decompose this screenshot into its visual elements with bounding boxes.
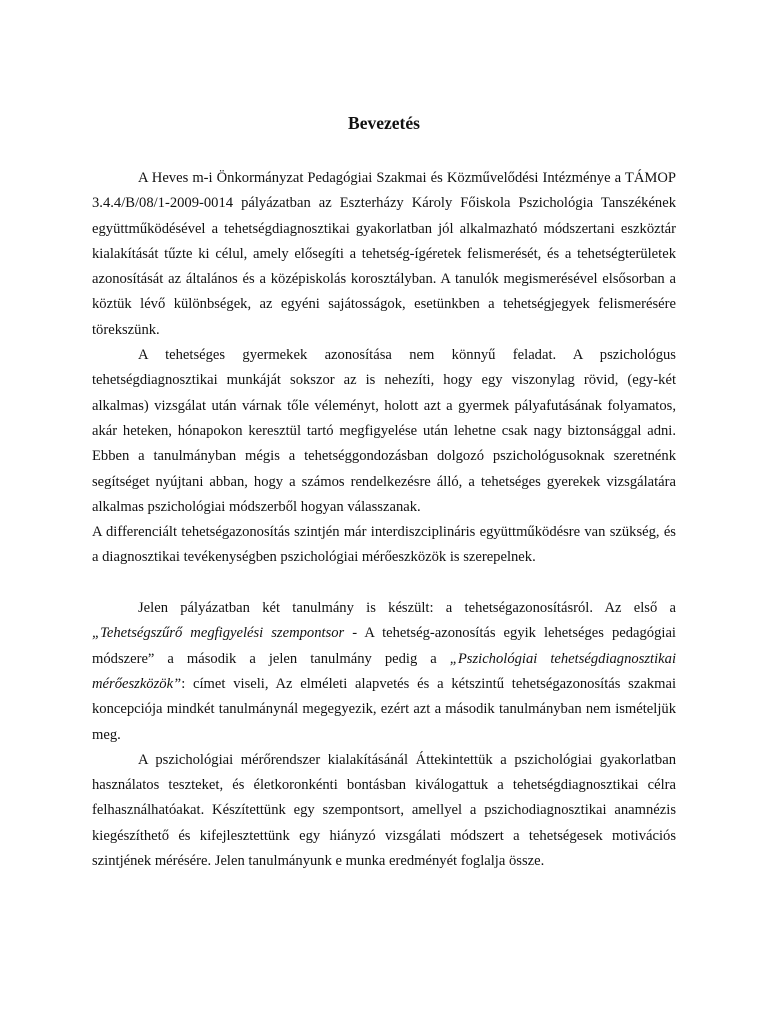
paragraph-3: A differenciált tehetségazonosítás szintjén már interdiszciplináris együttműködésre van szükség, és a diagnosztikai tevékenységben pszichológiai mérőeszközök is szerepelnek. xyxy=(92,524,676,566)
paragraph-4-part-3: : címet viseli, Az elméleti alapvetés és a kétszintű tehetségazonosítás szakmai koncepciója mindkét tanulmánynál megegyezik, ezért azt a második tanulmányban nem ismételjük meg. xyxy=(92,675,676,743)
paragraph-5: A pszichológiai mérőrendszer kialakításánál Áttekintettük a pszichológiai gyakorlatban használatos teszteket, és életkoronkénti bontásban kiválogattuk a tehetségdiagnosztikai célra felhasználhatóakat. Készítettünk egy szempontsort, amellyel a pszichodiagnosztikai anamnézis kiegészíthető és kifejlesztettünk egy hiányzó vizsgálati módszert a tehetségesek motivációs szintjének mérésére. Jelen tanulmányunk e munka eredményét foglalja össze. xyxy=(92,751,676,870)
paragraph-spacer xyxy=(92,571,676,596)
paragraph-4-part-2: - A tehetség-azonosítás egyik lehetséges pedagógiai módszere” a második a jelen tanulmány pedig a xyxy=(92,625,676,667)
paragraph-1: A Heves m-i Önkormányzat Pedagógiai Szakmai és Közművelődési Intézménye a TÁMOP 3.4.4/B/08/1-2009-0014 pályázatban az Eszterházy Károly Főiskola Pszichológia Tanszékének együttműködésével a tehetségdiagnosztikai gyakorlatban jól alkalmazható módszertani eszköztár kialakítását tűzte ki célul, amely elősegíti a tehetség-ígéretek felismerését, és a tehetségterületek azonosítását az általános és a középiskolás korosztályban. A tanulók megismerésével elsősorban a köztük lévő különbségek, az egyéni sajátosságok, esetünkben a tehetségjegyek felismerésére törekszünk. xyxy=(92,170,676,338)
page-title: Bevezetés xyxy=(348,113,420,133)
paragraph-4-part-1: Jelen pályázatban két tanulmány is készült: a tehetségazonosításról. Az első a xyxy=(138,600,676,617)
paragraph-4 xyxy=(92,596,676,748)
paragraph-2: A tehetséges gyermekek azonosítása nem könnyű feladat. A pszichológus tehetségdiagnosztikai munkáját sokszor az is nehezíti, hogy egy viszonylag rövid, (egy-két alkalmas) vizsgálat után várnak tőle véleményt, holott azt a gyermek pályafutásának folyamatos, akár heteken, hónapokon keresztül tartó megfigyelése után lehetne csak nagy biztonsággal adni. Ebben a tanulmányban mégis a tehetséggondozásban dolgozó pszichológusoknak szeretnénk segítséget nyújtani abban, hogy a számos rendelkezésre álló, a tehetséges gyerekek vizsgálatára alkalmas pszichológiai módszerből hogyan válasszanak. xyxy=(92,347,676,515)
paragraph-4-italic-title-2: „Pszichológiai tehetségdiagnosztikai mérőeszközök” xyxy=(92,650,676,692)
paragraph-4-italic-title-1: „Tehetségszűrő megfigyelési szempontsor xyxy=(92,625,345,642)
document-body xyxy=(92,166,676,874)
